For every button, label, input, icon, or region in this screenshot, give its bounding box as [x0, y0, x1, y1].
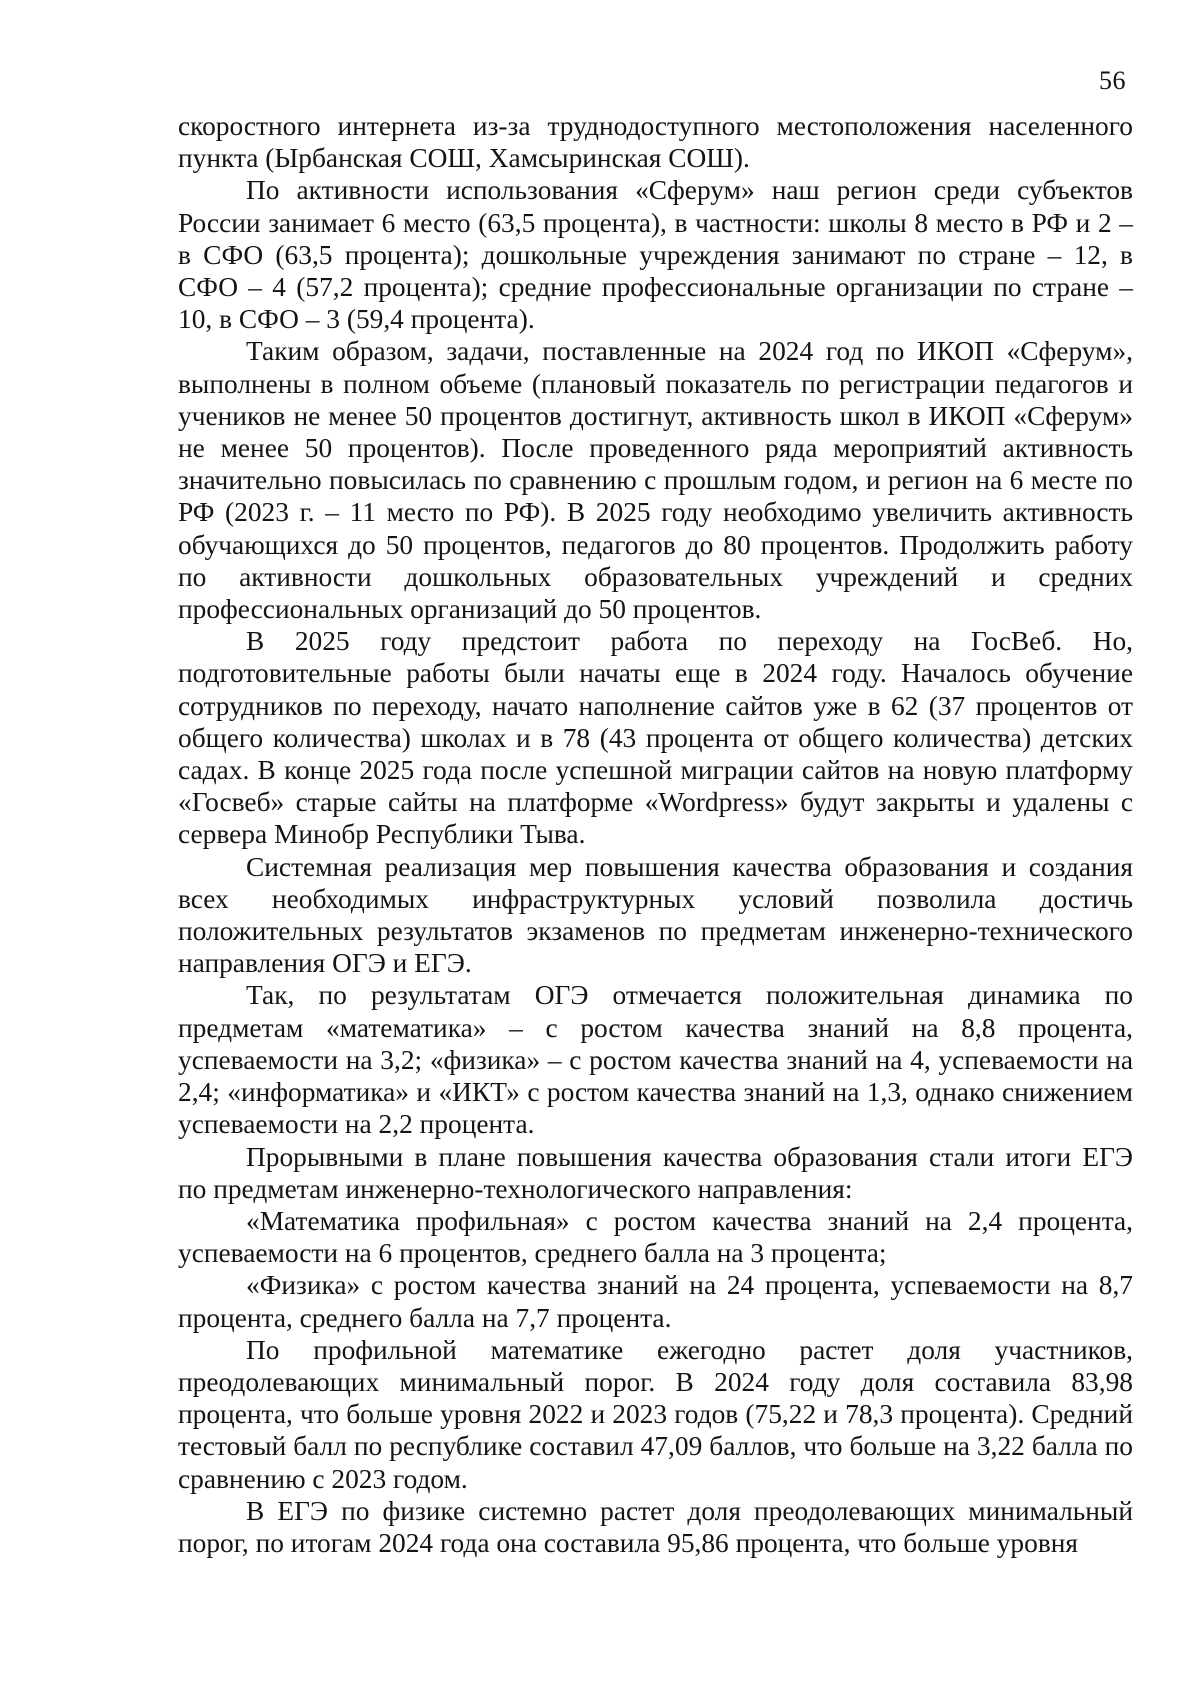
page-number: 56 — [1099, 66, 1126, 95]
paragraph-ege-breakthrough: Прорывными в плане повышения качества образования стали итоги ЕГЭ по предметам инженерно-технологического направления: — [178, 1141, 1133, 1204]
paragraph-gosweb: В 2025 году предстоит работа по переходу на ГосВеб. Но, подготовительные работы были начаты еще в 2024 году. Началось обучение сотрудников по переходу, начато наполнение сайтов уже в 62 (37 процентов от общего количества) школах и в 78 (43 процента от общего количества) детских садах. В конце 2025 года после успешной миграции сайтов на новую платформу «Госвеб» старые сайты на платформе «Wordpress» будут закрыты и удалены с сервера Минобр Республики Тыва. — [178, 626, 1133, 850]
paragraph-math-profile: «Математика профильная» с ростом качества знаний на 2,4 процента, успеваемости на 6 процентов, среднего балла на 3 процента; — [178, 1205, 1133, 1269]
paragraph-physics-threshold: В ЕГЭ по физике системно растет доля преодолевающих минимальный порог, по итогам 2024 года она составила 95,86 процента, что больше уровня — [178, 1495, 1133, 1558]
paragraph-education-quality: Системная реализация мер повышения качества образования и создания всех необходимых инфраструктурных условий позволила достичь положительных результатов экзаменов по предметам инженерно-технического направления ОГЭ и ЕГЭ. — [178, 851, 1133, 979]
paragraph-sferum-activity: По активности использования «Сферум» наш регион среди субъектов России занимает 6 место (63,5 процента), в частности: школы 8 место в РФ и 2 – в СФО (63,5 процента); дошкольные учреждения занимают по стране – 12, в СФО – 4 (57,2 процента); средние профессиональные организации по стране – 10, в СФО – 3 (59,4 процента). — [178, 175, 1133, 335]
paragraph-continuation: скоростного интернета из-за труднодоступного местоположения населенного пункта (Ырбанская СОШ, Хамсыринская СОШ). — [178, 111, 1133, 174]
paragraph-math-threshold: По профильной математике ежегодно растет доля участников, преодолевающих минимальный порог. В 2024 году доля составила 83,98 процента, что больше уровня 2022 и 2023 годов (75,22 и 78,3 процента). Средний тестовый балл по республике составил 47,09 баллов, что больше на 3,22 балла по сравнению с 2023 годом. — [178, 1334, 1133, 1494]
document-body — [178, 110, 1133, 1559]
paragraph-oge-results: Так, по результатам ОГЭ отмечается положительная динамика по предметам «математика» – с ростом качества знаний на 8,8 процента, успеваемости на 3,2; «физика» – с ростом качества знаний на 4, успеваемости на 2,4; «информатика» и «ИКТ» с ростом качества знаний на 1,3, однако снижением успеваемости на 2,2 процента. — [178, 980, 1133, 1140]
paragraph-physics: «Физика» с ростом качества знаний на 24 процента, успеваемости на 8,7 процента, среднего балла на 7,7 процента. — [178, 1270, 1133, 1333]
paragraph-sferum-tasks: Таким образом, задачи, поставленные на 2024 год по ИКОП «Сферум», выполнены в полном объеме (плановый показатель по регистрации педагогов и учеников не менее 50 процентов достигнут, активность школ в ИКОП «Сферум» не менее 50 процентов). После проведенного ряда мероприятий активность значительно повысилась по сравнению с прошлым годом, и регион на 6 месте по РФ (2023 г. – 11 место по РФ). В 2025 году необходимо увеличить активность обучающихся до 50 процентов, педагогов до 80 процентов. Продолжить работу по активности дошкольных образовательных учреждений и средних профессиональных организаций до 50 процентов. — [178, 336, 1133, 625]
